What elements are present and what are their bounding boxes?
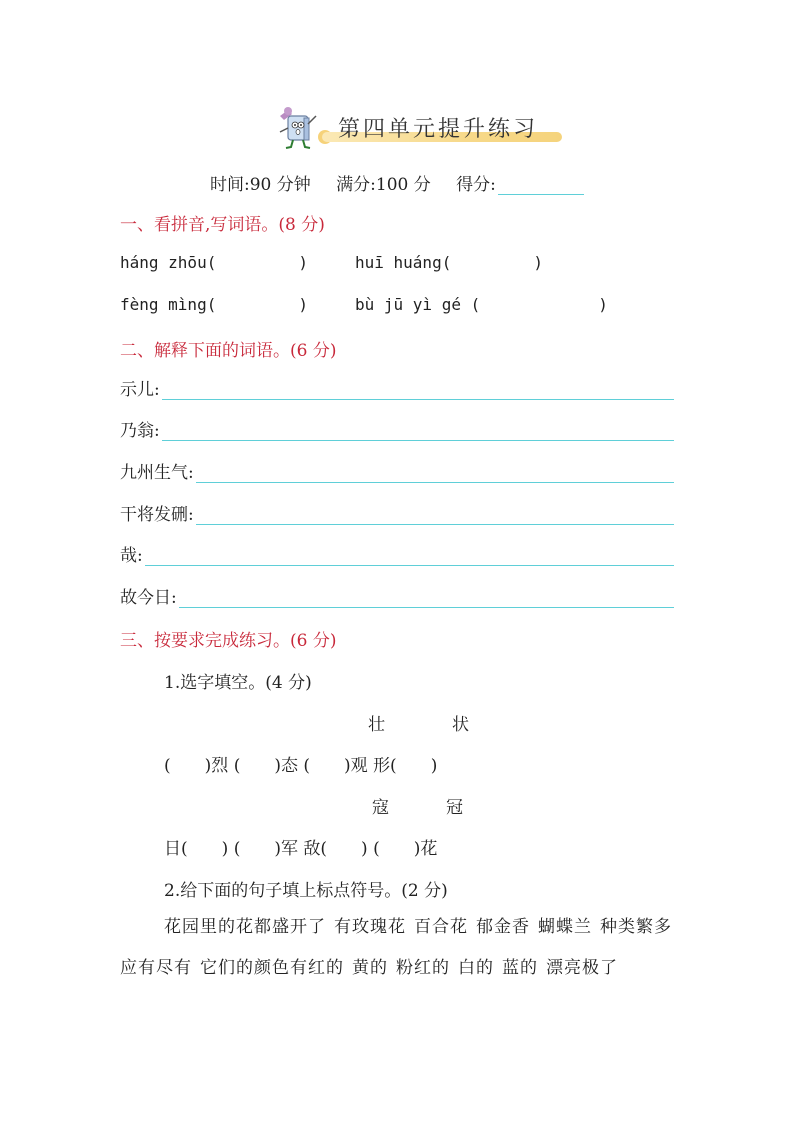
fill-row-1: ( )烈 ( )态 ( )观 形( ) xyxy=(164,756,438,776)
section-2-title: 二、解释下面的词语。(6 分) xyxy=(120,341,337,361)
choice-char: 状 xyxy=(452,715,469,735)
title-banner xyxy=(272,100,567,150)
question-1-title: 1.选字填空。(4 分) xyxy=(164,673,312,693)
exam-meta xyxy=(210,170,604,195)
choice-char: 壮 xyxy=(368,715,385,735)
book-mascot-icon xyxy=(274,102,320,150)
time-limit: 时间:90 分钟 xyxy=(210,175,311,195)
definition-row: 乃翁: xyxy=(120,417,674,441)
full-score: 满分:100 分 xyxy=(336,175,431,195)
definition-row: 干将发硎: xyxy=(120,501,674,525)
fill-row-2: 日( ) ( )军 敌( ) ( )花 xyxy=(164,839,438,859)
pinyin-item-1: háng zhōu( ) xyxy=(120,253,308,272)
pinyin-item-2: huī huáng( ) xyxy=(355,253,543,272)
score-label: 得分: xyxy=(456,175,496,195)
pinyin-item-4: bù jū yì gé ( ) xyxy=(355,295,608,314)
definition-row: 故今日: xyxy=(120,584,674,608)
answer-line[interactable] xyxy=(179,589,674,608)
choice-char: 寇 xyxy=(372,798,389,818)
answer-line[interactable] xyxy=(196,506,674,525)
definition-row: 示儿: xyxy=(120,376,674,400)
answer-line[interactable] xyxy=(196,464,674,483)
answer-line[interactable] xyxy=(162,422,674,441)
answer-line[interactable] xyxy=(145,547,674,566)
question-2-title: 2.给下面的句子填上标点符号。(2 分) xyxy=(164,881,448,901)
definition-row: 哉: xyxy=(120,542,674,566)
answer-line[interactable] xyxy=(162,381,674,400)
definition-row: 九州生气: xyxy=(120,459,674,483)
punctuation-passage: 花园里的花都盛开了 有玫瑰花 百合花 郁金香 蝴蝶兰 种类繁多应有尽有 它们的颜色有红的 黄的 粉红的 白的 蓝的 漂亮极了 xyxy=(120,917,672,978)
choice-char: 冠 xyxy=(446,798,463,818)
score-field[interactable] xyxy=(498,176,584,195)
pinyin-item-3: fèng mìng( ) xyxy=(120,295,308,314)
section-3-title: 三、按要求完成练习。(6 分) xyxy=(120,631,337,651)
section-1-title: 一、看拼音,写词语。(8 分) xyxy=(120,215,325,235)
page-title: 第四单元提升练习 xyxy=(338,117,539,142)
